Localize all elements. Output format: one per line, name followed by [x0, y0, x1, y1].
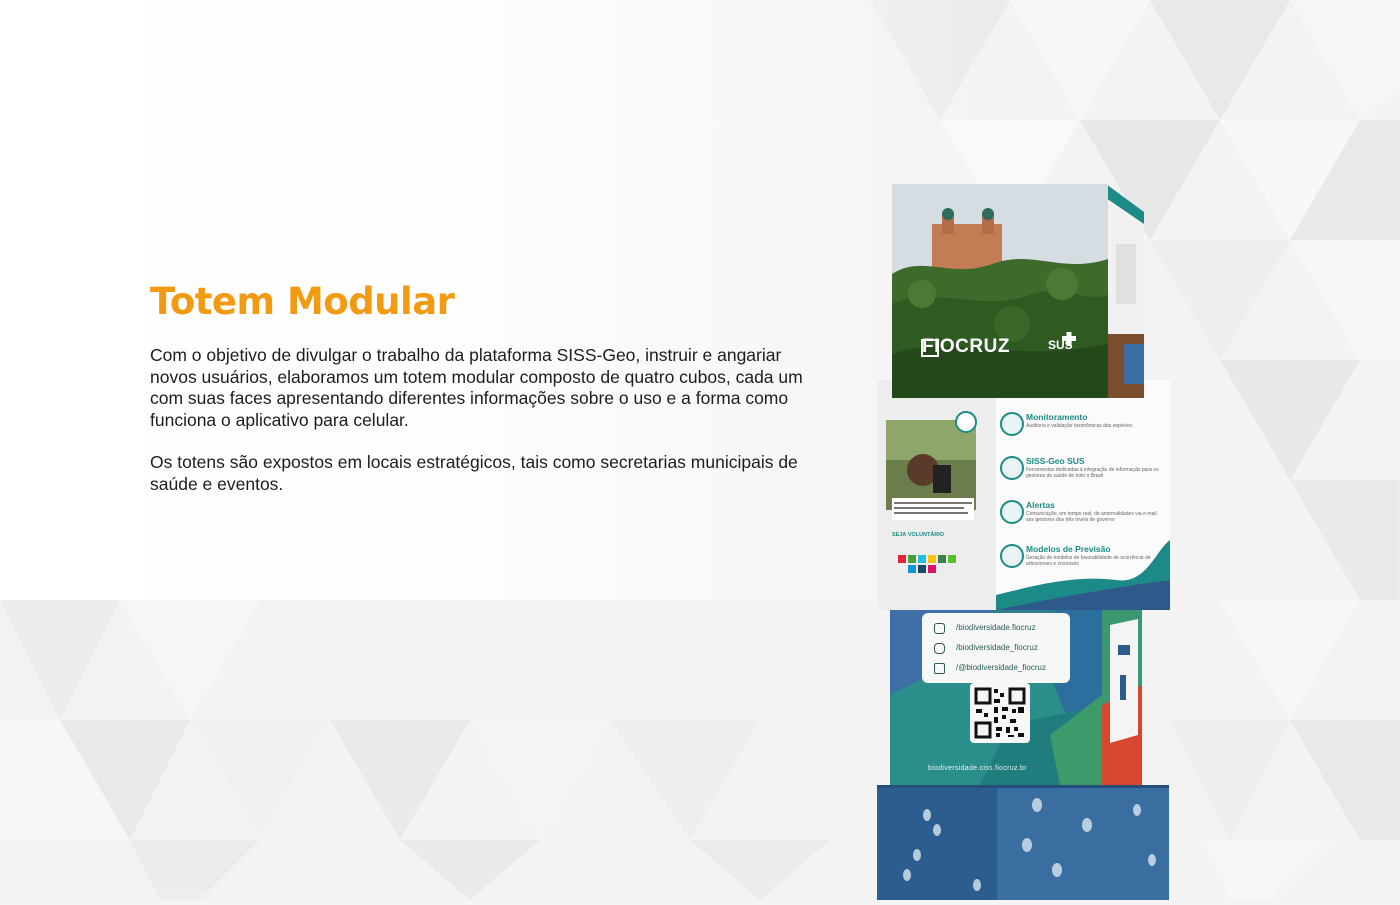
- qr-code-icon: [970, 683, 1030, 743]
- cube-2: [878, 380, 1170, 610]
- website-url: biodiversidade.ciss.fiocruz.br: [928, 765, 1027, 772]
- instagram-icon: [934, 643, 945, 654]
- cube-4-faces: [877, 785, 1169, 900]
- cube-1-side-face: [1106, 184, 1144, 398]
- cube-2-left-art: [878, 380, 996, 610]
- feature-description: Auditoria e validação taxonômicas das espécies: [1026, 423, 1133, 429]
- cube-1-side-art: [1106, 184, 1144, 398]
- monitoring-icon: [1000, 412, 1024, 436]
- instagram-handle: /biodiversidade_fiocruz: [956, 643, 1038, 652]
- qr-code: [970, 683, 1030, 743]
- fiocruz-logo: FIOCRUZ: [922, 336, 1010, 357]
- feature-description: Comunicação, em tempo real, de anormalidades via e-mail aos gestores dos três níveis de governo: [1026, 511, 1157, 523]
- facebook-icon: [934, 623, 945, 634]
- youtube-icon: [934, 663, 945, 674]
- feature-title: Modelos de Previsão: [1026, 544, 1111, 554]
- sus-logo: SUS: [1048, 338, 1073, 352]
- feature-description: Geração de modelos de favorabilidade de ocorrência de arboviroses e zoonoses: [1026, 555, 1151, 567]
- cube-4: [877, 785, 1169, 900]
- intro-paragraph: Com o objetivo de divulgar o trabalho da plataforma SISS-Geo, instruir e angariar novos usuários, elaboramos um totem modular composto de quatro cubos, cada um com suas faces apresentando diferentes informações sobre o uso e a forma como funciona o aplicativo para celular.: [150, 345, 803, 430]
- volunteer-label: SEJA VOLUNTÁRIO: [892, 532, 945, 538]
- page-title: Totem Modular: [150, 280, 455, 323]
- cube-1-front-face: [892, 184, 1108, 398]
- cube-3: [890, 585, 1142, 785]
- youtube-handle: /@biodiversidade_fiocruz: [956, 663, 1046, 672]
- feature-title: SISS-Geo SUS: [1026, 456, 1085, 466]
- content-section: [150, 280, 810, 495]
- feature-title: Monitoramento: [1026, 412, 1088, 422]
- alert-icon: [1000, 500, 1024, 524]
- feature-title: Alertas: [1026, 500, 1055, 510]
- locations-paragraph: Os totens são expostos em locais estratégicos, tais como secretarias municipais de saúde e eventos.: [150, 452, 798, 494]
- fiocruz-castle-photo: [892, 184, 1108, 398]
- social-media-card: [922, 613, 1070, 683]
- facebook-handle: /biodiversidade.fiocruz: [956, 623, 1036, 632]
- map-icon: [1000, 544, 1024, 568]
- feature-description: Ferramentas dedicadas à integração de informação para os gestores de saúde de todo o Brasil: [1026, 467, 1159, 479]
- sus-icon: [1000, 456, 1024, 480]
- cube-2-left-face: [878, 380, 996, 610]
